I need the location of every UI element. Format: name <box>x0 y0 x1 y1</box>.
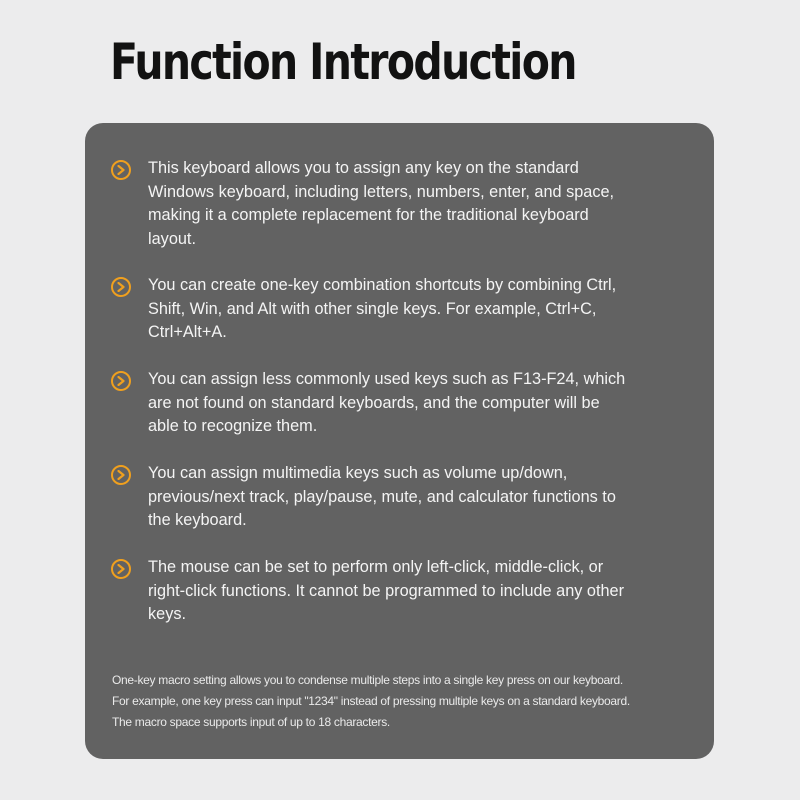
feature-text <box>148 462 688 533</box>
feature-line: the keyboard. <box>148 511 247 529</box>
feature-line: previous/next track, play/pause, mute, and calculator functions to <box>148 487 616 506</box>
feature-line: making it a complete replacement for the traditional keyboard <box>148 206 589 224</box>
feature-line: The mouse can be set to perform only left-click, middle-click, or <box>148 558 604 576</box>
feature-text <box>148 157 688 251</box>
feature-line: You can assign less commonly used keys such as F13-F24, which <box>148 370 626 388</box>
chevron-right-circle-icon <box>111 559 131 579</box>
feature-line: are not found on standard keyboards, and the computer will be <box>148 393 600 412</box>
function-panel <box>85 123 714 759</box>
feature-line: Windows keyboard, including letters, numbers, enter, and space, <box>148 182 615 201</box>
chevron-right-circle-icon <box>111 371 131 391</box>
feature-line: layout. <box>148 229 196 248</box>
feature-line: Ctrl+Alt+A. <box>148 323 227 341</box>
feature-line: You can create one-key combination shortcuts by combining Ctrl, <box>148 276 617 294</box>
macro-footnote <box>112 670 712 733</box>
feature-text <box>148 368 688 439</box>
chevron-right-circle-icon <box>111 160 131 180</box>
feature-line: This keyboard allows you to assign any key on the standard <box>148 159 579 177</box>
page-title: Function Introduction <box>110 33 576 91</box>
chevron-right-circle-icon <box>111 465 131 485</box>
feature-text <box>148 556 688 627</box>
footnote-line: One-key macro setting allows you to condense multiple steps into a single key press on our keyboard. <box>112 673 623 687</box>
footnote-line: For example, one key press can input "1234" instead of pressing multiple keys on a standard keyboard. <box>112 694 630 708</box>
feature-text <box>148 274 688 345</box>
feature-line: right-click functions. It cannot be programmed to include any other <box>148 581 625 600</box>
feature-line: You can assign multimedia keys such as volume up/down, <box>148 464 568 482</box>
feature-line: Shift, Win, and Alt with other single keys. For example, Ctrl+C, <box>148 299 597 318</box>
chevron-right-circle-icon <box>111 277 131 297</box>
footnote-line: The macro space supports input of up to 18 characters. <box>112 715 390 729</box>
feature-line: keys. <box>148 605 187 623</box>
feature-line: able to recognize them. <box>148 417 318 435</box>
